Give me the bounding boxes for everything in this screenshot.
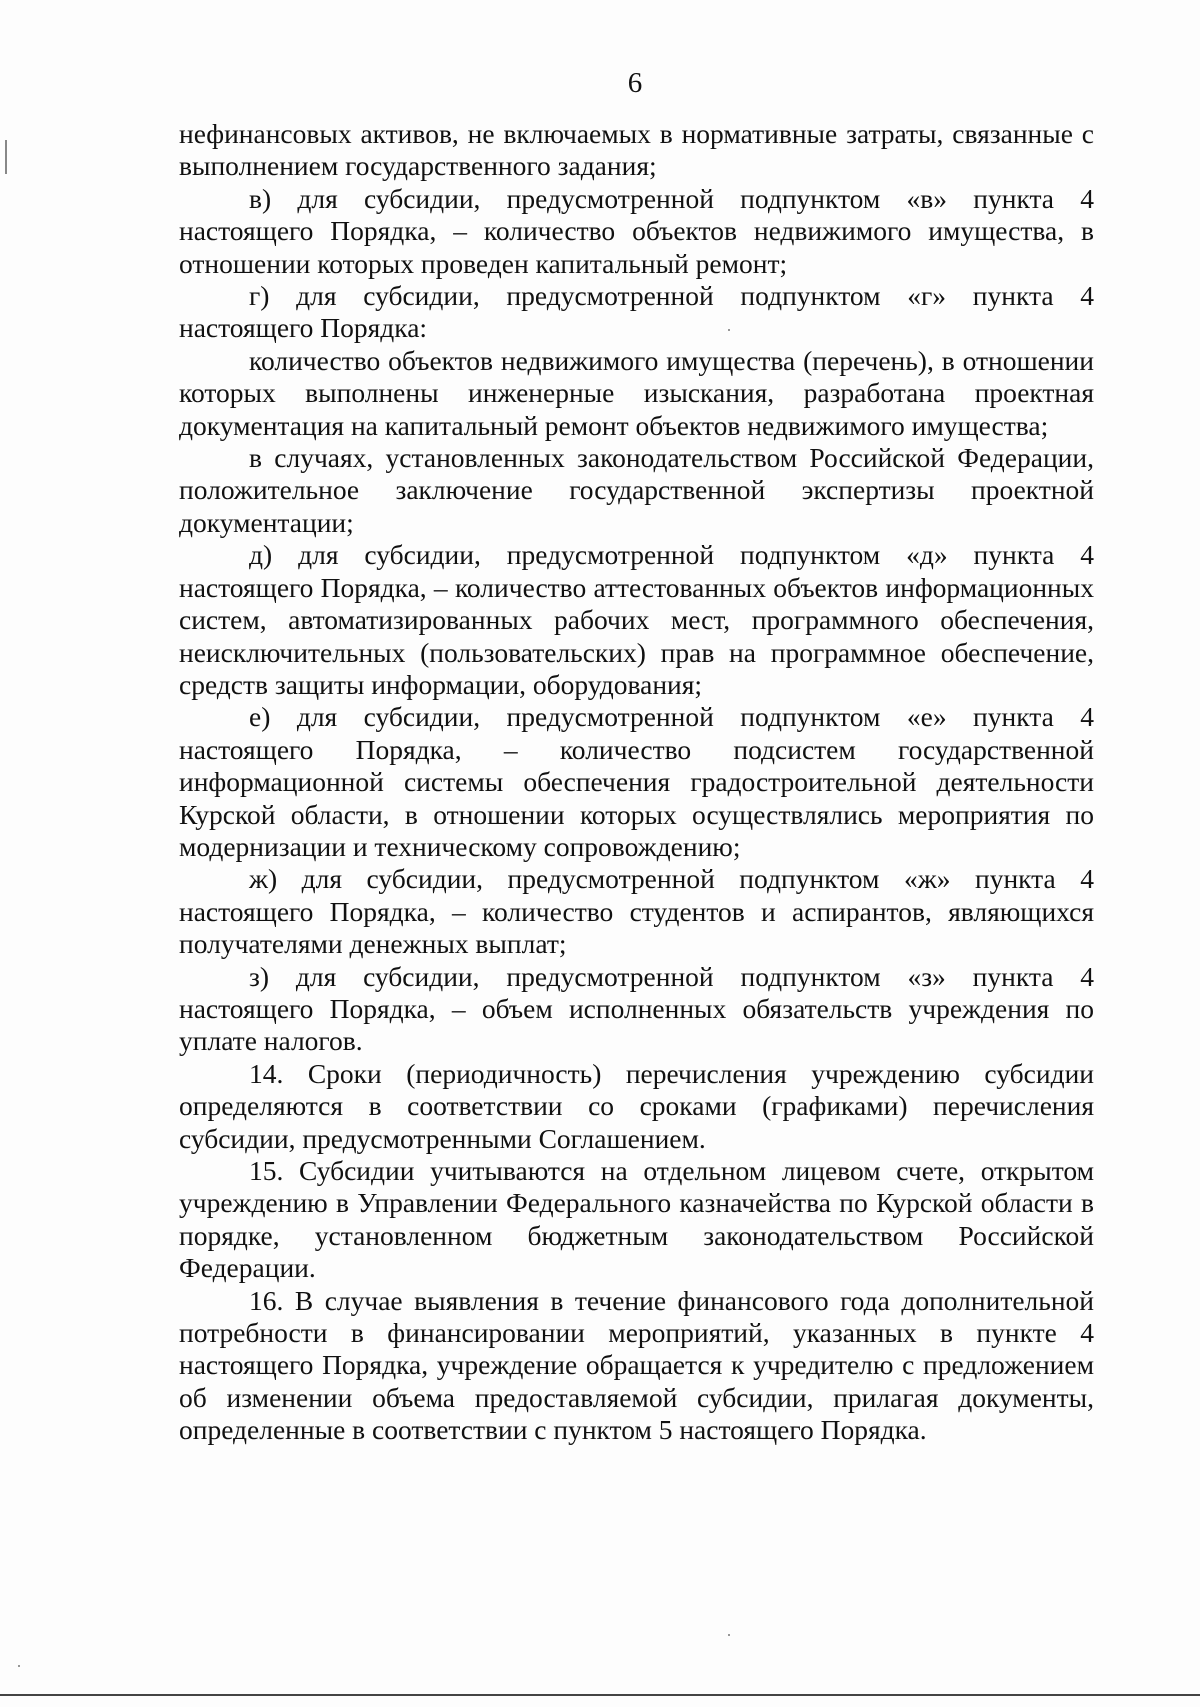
page-number: 6 [627,67,643,99]
paragraph-item-g-expertise: в случаях, установленных законодательством Российской Федерации, положительное заключение государственной экспертизы проектной документации; [179,442,1094,538]
paragraph-item-g: г) для субсидии, предусмотренной подпунктом «г» пункта 4 настоящего Порядка: [179,280,1094,344]
paragraph-item-zh: ж) для субсидии, предусмотренной подпунктом «ж» пункта 4 настоящего Порядка, – количество студентов и аспирантов, являющихся получателями денежных выплат; [179,863,1094,960]
paragraph-continuation: нефинансовых активов, не включаемых в нормативные затраты, связанные с выполнением государственного задания; [179,118,1094,182]
paragraph-item-d: д) для субсидии, предусмотренной подпунктом «д» пункта 4 настоящего Порядка, – количество аттестованных объектов информационных систем, автоматизированных рабочих мест, программного обеспечения, неисключительных (пользовательских) прав на программное обеспечение, средств защиты информации, оборудования; [179,539,1094,700]
paragraph-item-v: в) для субсидии, предусмотренной подпунктом «в» пункта 4 настоящего Порядка, – количество объектов недвижимого имущества, в отношении которых проведен капитальный ремонт; [179,182,1094,279]
scan-artifact-dot [728,329,730,331]
document-body [179,118,1094,1447]
scan-artifact-bottom-line [0,1694,1200,1696]
scan-artifact-dot [18,1665,20,1667]
paragraph-item-e: е) для субсидии, предусмотренной подпунктом «е» пункта 4 настоящего Порядка, – количество подсистем государственной информационной системы обеспечения градостроительной деятельности Курской области, в отношении которых осуществлялись мероприятия по модернизации и техническому сопровождению; [179,701,1094,862]
paragraph-clause-14: 14. Сроки (периодичность) перечисления учреждению субсидии определяются в соответствии со сроками (графиками) перечисления субсидии, предусмотренными Соглашением. [179,1057,1094,1154]
paragraph-clause-16: 16. В случае выявления в течение финансового года дополнительной потребности в финансировании мероприятий, указанных в пункте 4 настоящего Порядка, учреждение обращается к учредителю с предложением об изменении объема предоставляемой субсидии, прилагая документы, определенные в соответствии с пунктом 5 настоящего Порядка. [179,1284,1094,1446]
paragraph-clause-15: 15. Субсидии учитываются на отдельном лицевом счете, открытом учреждению в Управлении Федерального казначейства по Курской области в порядке, установленном бюджетным законодательством Российской Федерации. [179,1155,1094,1284]
paragraph-item-z: з) для субсидии, предусмотренной подпунктом «з» пункта 4 настоящего Порядка, – объем исполненных обязательств учреждения по уплате налогов. [179,960,1094,1057]
paragraph-item-g-objects: количество объектов недвижимого имущества (перечень), в отношении которых выполнены инженерные изыскания, разработана проектная документация на капитальный ремонт объектов недвижимого имущества; [179,344,1094,441]
scan-artifact-left-mark [5,140,7,174]
scan-artifact-dot [728,1634,730,1636]
